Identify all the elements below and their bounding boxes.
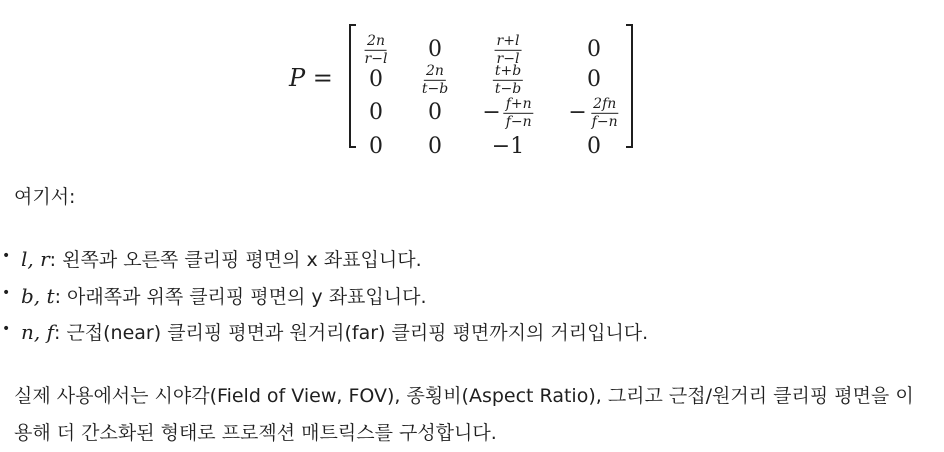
matrix-left-bracket — [349, 24, 356, 148]
matrix-cell-r2c2 — [420, 64, 450, 96]
where-label: 여기서: — [14, 186, 76, 208]
fraction-denominator: t−b — [494, 80, 522, 97]
bullet-description: : 근접(near) 클리핑 평면과 원거리(far) 클리핑 평면까지의 거리입니다. — [54, 322, 649, 344]
matrix-cell-r4c1: 0 — [369, 134, 383, 159]
matrix-cell-r4c2: 0 — [428, 134, 442, 159]
bullet-dot-icon: • — [2, 248, 11, 264]
fraction-denominator: r−l — [496, 50, 520, 67]
matrix-cell-r3c3 — [482, 97, 533, 129]
minus-sign: − — [482, 100, 501, 125]
bullet-description: : 왼쪽과 오른쪽 클리핑 평면의 x 좌표입니다. — [49, 249, 422, 271]
fraction — [363, 34, 390, 66]
matrix-cell-r3c1: 0 — [369, 100, 383, 125]
fraction-denominator: t−b — [421, 80, 449, 97]
bullet-dot-icon: • — [2, 321, 11, 337]
matrix-symbol-p: P — [289, 64, 306, 92]
fraction — [493, 64, 523, 96]
fraction-numerator: r+l — [496, 32, 520, 49]
matrix-cell-r1c3 — [495, 34, 522, 66]
fraction — [504, 97, 534, 129]
fraction-numerator: f+n — [505, 95, 532, 112]
matrix-cell-r2c1: 0 — [369, 67, 383, 92]
bullet-dot-icon: • — [2, 285, 11, 301]
matrix-cell-r4c4: 0 — [587, 134, 601, 159]
fraction-denominator: r−l — [364, 50, 388, 67]
matrix-cell-r4c3: −1 — [491, 134, 525, 159]
matrix-cell-r1c1 — [363, 34, 390, 66]
bullet-variables: b, t — [21, 284, 55, 308]
fraction — [420, 64, 450, 96]
matrix-cell-r2c3 — [493, 64, 523, 96]
fraction-numerator: 2n — [367, 32, 385, 49]
fraction — [590, 97, 620, 129]
summary-paragraph-line-2: 용해 더 간소화된 형태로 프로젝션 매트릭스를 구성합니다. — [14, 422, 497, 444]
matrix-cell-r2c4: 0 — [587, 67, 601, 92]
fraction-denominator: f−n — [591, 113, 618, 130]
minus-sign: − — [568, 100, 587, 125]
fraction-numerator: 2n — [426, 62, 444, 79]
matrix-cell-r3c4 — [568, 97, 619, 129]
matrix-cell-r3c2: 0 — [428, 100, 442, 125]
bullet-variables: n, f — [21, 320, 54, 344]
matrix-right-bracket — [626, 24, 633, 148]
summary-paragraph-line-1: 실제 사용에서는 시야각(Field of View, FOV), 종횡비(Aspect Ratio), 그리고 근접/원거리 클리핑 평면을 이 — [14, 385, 914, 407]
equals-sign: = — [312, 64, 333, 92]
matrix-lhs — [289, 64, 333, 92]
bullet-description: : 아래쪽과 위쪽 클리핑 평면의 y 좌표입니다. — [54, 286, 427, 308]
fraction — [495, 34, 522, 66]
fraction-numerator: 2fn — [593, 95, 617, 112]
matrix-cell-r1c2: 0 — [428, 37, 442, 62]
bullet-variables: l, r — [21, 247, 50, 271]
fraction-numerator: t+b — [494, 62, 522, 79]
matrix-cell-r1c4: 0 — [587, 37, 601, 62]
fraction-denominator: f−n — [505, 113, 532, 130]
